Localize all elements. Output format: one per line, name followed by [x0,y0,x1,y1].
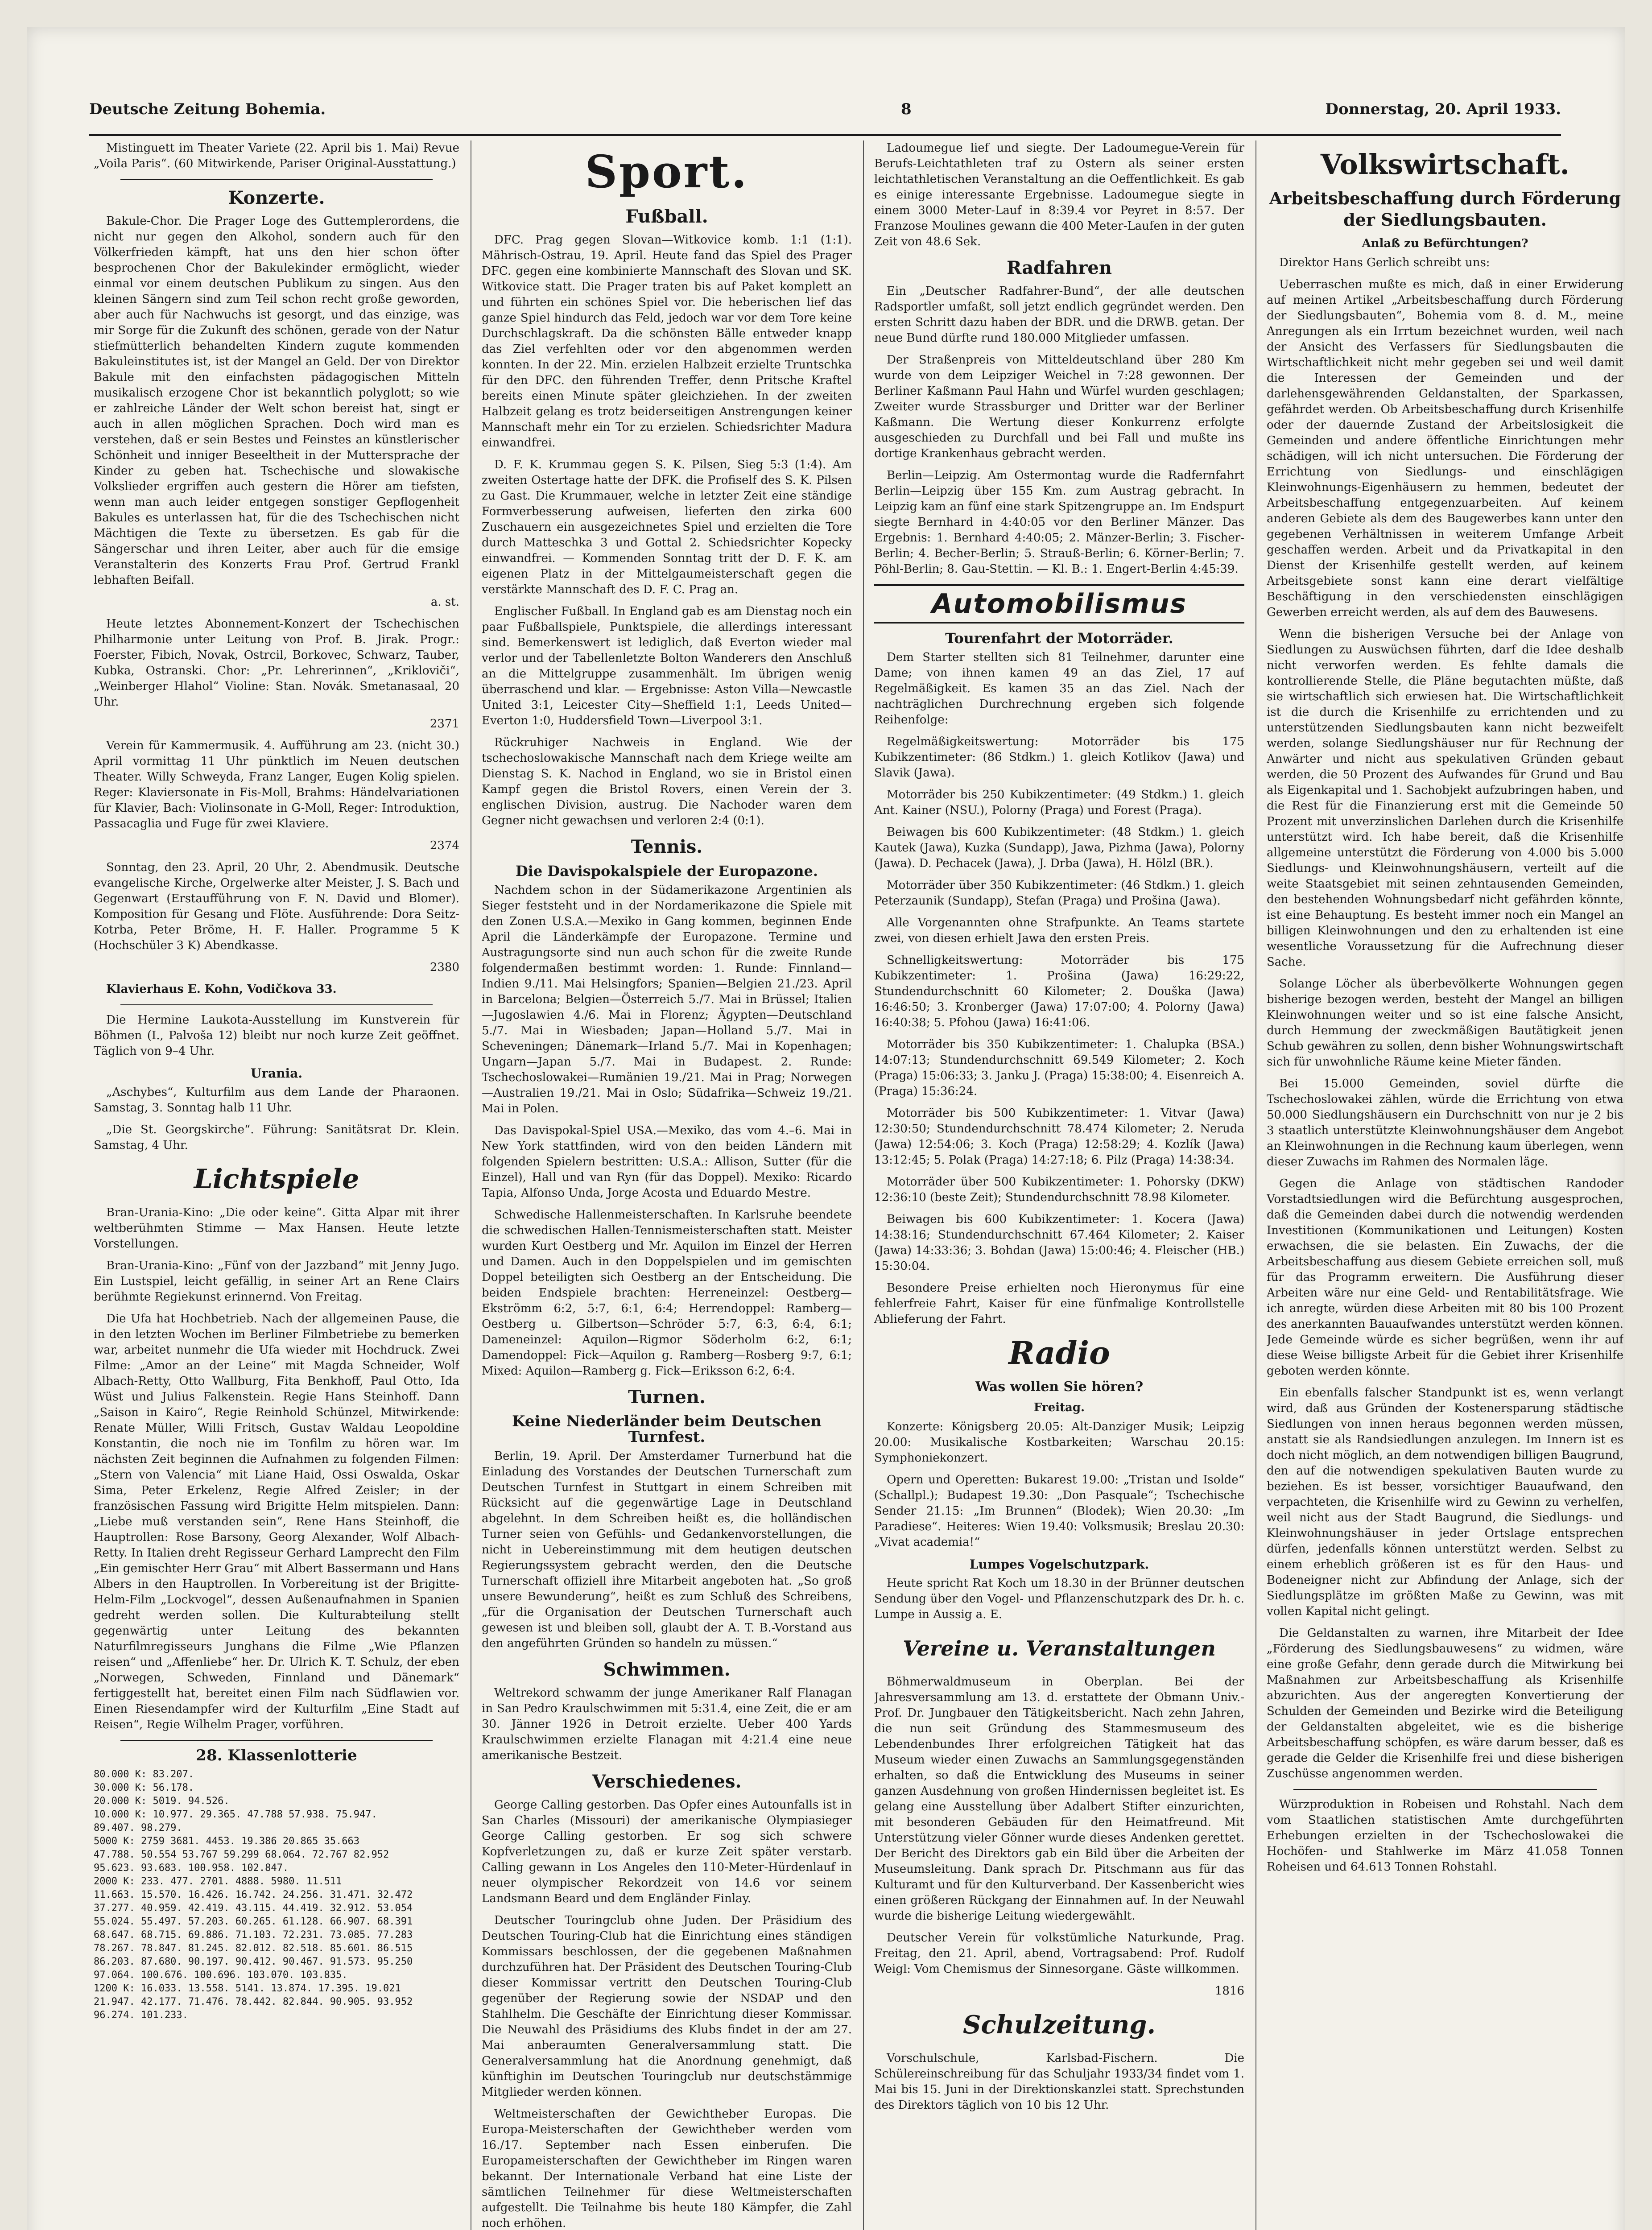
theater-notice: Mistinguett im Theater Variete (22. April bis 1. Mai) Revue „Voila Paris“. (60 Mitwirkende, Pariser Original-Ausstattung.) [94,141,459,170]
schwimmen-heading: Schwimmen. [603,1659,731,1680]
column-3 [874,140,1244,2230]
tennis-subheading: Die Davispokalspiele der Europazone. [516,863,818,880]
article-paragraph: Böhmerwaldmuseum in Oberplan. Bei der Jahresversammlung am 13. d. erstattete der Obmann Univ.-Prof. Dr. Jungbauer den Tätigkeitsbericht. Nach zehn Jahren, die nun seit Gründung des Stammesmuseum des Lebendenbundes Ihrer erfolgreichen Tätigkeit hat das Museum wieder einen Zuwachs an Sammlungsgegenständen erhalten, so daß die Entwicklung des Museums in seiner ganzen Ausdehnung von großen Hindernissen begleitet ist. Es gelang eine Ausstellung über Adalbert Stifter einzurichten, mit besonderen Gebäuden für den Heimatfreund. Mit Unterstützung vieler Gönner wurde dieses Andenken gerettet. Der Bericht des Direktors gab ein Bild über die Arbeiten der Museumsleitung. Dank sprach Dr. Pitschmann aus für das Kulturamt und für den Kulturverband. Der Kassenbericht wies einen größeren Rückgang der Einnahmen auf. In der Neuwahl wurde die bisherige Leitung wiedergewählt. [874,1675,1244,1923]
tourenfahrt-subheading: Tourenfahrt der Motorräder. [945,630,1173,647]
article-paragraph: Sonntag, den 23. April, 20 Uhr, 2. Abendmusik. Deutsche evangelische Kirche, Orgelwerke alter Meister, J. S. Bach und Gegenwart (Erstaufführung von F. N. David und Blomer). Komposition für Gesang und Flöte. Ausführende: Dora Seitz-Kotrba, Peter Bröme, H. F. Haller. Programme 5 K (Hochschüler 3 K) Abendkasse. [94,861,459,952]
article-paragraph: Berlin, 19. April. Der Amsterdamer Turnerbund hat die Einladung des Vorstandes der Deutschen Turnerschaft zum Deutschen Turnfest in Stuttgart in einem Schreiben mit Rücksicht auf die gegenwärtige Lage in Deutschland abgelehnt. In dem Schreiben heißt es, die holländischen Turner seien von Gefühls- und Gedankenvorstellungen, die nicht in Uebereinstimmung mit dem heutigen deutschen Regierungssystem gebracht werden, den die Deutsche Turnerschaft offiziell ihre Mitarbeit angeboten hat. „So groß unsere Bewunderung“, heißt es zum Schluß des Schreibens, „für die Organisation der Deutschen Turnerschaft auch gewesen ist und bleiben soll, glaubt der A. T. B.-Vorstand aus den angeführten Gründen so handeln zu müssen.“ [482,1450,852,1650]
article-paragraph: „Aschybes“, Kulturfilm aus dem Lande der Pharaonen. Samstag, 3. Sonntag halb 11 Uhr. [94,1086,459,1115]
article-paragraph: Die Hermine Laukota-Ausstellung im Kunstverein für Böhmen (I., Palvoša 12) bleibt nur noch kurze Zeit geöffnet. Täglich von 9–4 Uhr. [94,1013,459,1058]
radio-subheading: Was wollen Sie hören? [975,1379,1144,1395]
article-paragraph: Regelmäßigkeitswertung: Motorräder bis 175 Kubikzentimeter: (86 Stdkm.) 1. gleich Kotlikov (Jawa) und Slavik (Jawa). [874,735,1244,780]
article-paragraph: Weltmeisterschaften der Gewichtheber Europas. Die Europa-Meisterschaften der Gewichtheber werden vom 16./17. September nach Essen einberufen. Die Europameisterschaften der Gewichtheber im Ringen waren bekannt. Der Internationale Verband hat eine Liste der sämtlichen Teilnehmer für diese Weltmeisterschaften aufgestellt. Die Teilnahme bis heute 180 Kämpfer, die Zahl noch erhöhen. [482,2107,852,2230]
newspaper-name: Deutsche Zeitung Bohemia. [89,100,326,118]
article-paragraph: Konzerte: Königsberg 20.05: Alt-Danziger Musik; Leipzig 20.00: Musikalische Kostbarkeiten; Warschau 20.15: Symphoniekonzert. [874,1420,1244,1465]
article-paragraph: Die Geldanstalten zu warnen, ihre Mitarbeit der Idee „Förderung des Siedlungsbauwesens“ zu widmen, wäre eine große Gefahr, denn gerade durch die Mitwirkung bei Maßnahmen zur Arbeitsbeschaffung als Krisenhilfe abzurichten. Aus der angeregten Konvertierung der Schulden der Gemeinden und Bezirke wird die Beteiligung der Geldanstalten abgeleitet, wie es die bisherige Arbeitsbeschaffung schöpfen, es wäre darum besser, daß es gerade die Gelder die Krisenhilfe frei und diese bisherigen Zuschüsse angenommen werden. [1267,1627,1623,1780]
volkswirtschaft-heading: Volkswirtschaft. [1320,148,1570,181]
article-paragraph: Rückruhiger Nachweis in England. Wie der tschechoslowakische Mannschaft nach dem Kriege weilte am Dienstag S. K. Nachod in England, wo sie in Bristol einen Kampf gegen die Bristol Rovers, einen Verein der 3. englischen Division, austrug. Die Nachoder waren dem Gegner nicht gewachsen und verloren 2:4 (0:1). [482,736,852,827]
lottery-row: 68.647. 68.715. 69.886. 71.103. 72.231. 73.085. 77.283 [94,1929,413,1941]
header-rule [89,134,1561,136]
lottery-row: 55.024. 55.497. 57.203. 60.265. 61.128. 66.907. 68.391 [94,1916,413,1927]
article-paragraph: Motorräder über 350 Kubikzentimeter: (46 Stdkm.) 1. gleich Peterzaunik (Sundapp), Stefan (Praga) und Prošina (Jawa). [874,879,1244,908]
page-number: 8 [901,100,912,118]
lottery-row: 80.000 K: 83.207. [94,1769,194,1780]
section-rule [120,179,433,180]
column-1 [94,140,459,2230]
automobilismus-heading: Automobilismus [874,584,1244,624]
column-4 [1267,140,1623,2230]
lichtspiele-heading: Lichtspiele [194,1164,359,1195]
article-paragraph: Alle Vorgenannten ohne Strafpunkte. An Teams startete zwei, von diesen erhielt Jawa den ersten Preis. [874,916,1244,945]
article-paragraph: George Calling gestorben. Das Opfer eines Autounfalls ist in San Charles (Missouri) der amerikanische Olympiasieger George Calling gestorben. Er sog sich schwere Kopfverletzungen zu, daß er kurze Zeit später verstarb. Calling gewann in Los Angeles den 110-Meter-Hürdenlauf in neuer olympischer Rekordzeit von 14.6 vor seinem Landsmann Beard und dem Engländer Finlay. [482,1798,852,1905]
article-paragraph: Schwedische Hallenmeisterschaften. In Karlsruhe beendete die schwedischen Hallen-Tennismeisterschaften statt. Meister wurden Kurt Oestberg und Mr. Aquilon im Einzel der Herren und Damen. Auch in den Doppelspielen und im gemischten Doppel beteiligten sich Oestberg an der Entscheidung. Die beiden Endspiele brachten: Herreneinzel: Oestberg—Ekströmm 6:2, 5:7, 6:1, 6:4; Herrendoppel: Ramberg—Oestberg u. Gilbertson—Schröder 5:7, 6:3, 6:4, 6:1; Dameneinzel: Aquilon—Rigmor Söderholm 6:2, 6:1; Damendoppel: Fick—Aquilon g. Ramberg—Rosberg 9:7, 6:1; Mixed: Aquilon—Ramberg g. Fick—Eriksson 6:2, 6:4. [482,1208,852,1378]
article-paragraph: Ein ebenfalls falscher Standpunkt ist es, wenn verlangt wird, daß aus Gründen der Kostenersparung städtische Siedlungen von innen heraus begonnen werden müssen, anstatt sie als Randsiedlungen anzulegen. Im Innern ist es doch nicht möglich, an dem notwendigen billigen Baugrund, den auf die notwendigen spekulativen Bauten wurde zu beziehen. Es ist besser, vorsichtiger Bauaufwand, den verpachteten, die Krisenhilfe wird zu Gewinn zu verhelfen, weil nicht aus der Stadt Baugrund, die Siedlungs- und Kleinwohnungshäuser in jeder Ortslage entsprechen dürfen, jedenfalls können unterstützt werden. Selbst zu einem erheblich größeren ist es für den Haus- und Bodeneigner nicht zur Abfindung der Anlage, sich der Siedlungsplätze im größten Maße zu Gewinn, was mit vollen Kapital nicht gelingt. [1267,1386,1623,1618]
article-paragraph: Motorräder über 500 Kubikzentimeter: 1. Pohorsky (DKW) 12:36:10 (beste Zeit); Stundendurchschnitt 78.98 Kilometer. [874,1175,1244,1204]
tennis-heading: Tennis. [631,836,703,857]
section-rule [120,1740,433,1741]
lottery-row: 86.203. 87.680. 90.197. 90.412. 90.467. 91.573. 95.250 [94,1956,413,1967]
article-paragraph: „Die St. Georgskirche“. Führung: Sanitätsrat Dr. Klein. Samstag, 4 Uhr. [94,1123,459,1152]
lottery-row: 95.623. 93.683. 100.958. 102.847. [94,1862,289,1874]
article-paragraph: Die Ufa hat Hochbetrieb. Nach der allgemeinen Pause, die in den letzten Wochen im Berliner Filmbetriebe zu bemerken war, arbeitet nunmehr die Ufa wieder mit Hochdruck. Zwei Filme: „Amor an der Leine“ mit Magda Schneider, Wolf Albach-Retty, Otto Wallburg, Fita Benkhoff, Paul Otto, Ida Wüst und Julius Falkenstein. Regie Hans Steinhoff. Dann „Saison in Kairo“, Regie Reinhold Schünzel, Mitwirkende: Renate Müller, Willi Fritsch, Gustav Waldau Leopoldine Konstantin, die noch nie im Tonfilm zu hören war. Im nächsten Zeit beginnen die Aufnahmen zu folgenden Filmen: „Stern von Valencia“ mit Liane Haid, Ossi Oswalda, Oskar Sima, Peter Erkelenz, Regie Alfred Zeisler; in der französischen Fassung wird Brigitte Helm mitspielen. Dann: „Liebe muß verstanden sein“, Rene Hans Steinhoff, die Hauptrollen: Rose Barsony, Georg Alexander, Wolf Albach-Retty. In Italien dreht Regisseur Gerhard Lamprecht den Film „Ein gemischter Herr Grau“ mit Albert Bassermann und Hans Albers in den Hauptrollen. In Vorbereitung ist der Brigitte-Helm-Film „Lockvogel“, dessen Außenaufnahmen in Spanien gedreht werden sollen. Die Kulturabteilung stellt gegenwärtig unter Leitung des bekannten Naturfilmregisseurs Junghans die Filme „Wie Pflanzen reisen“ und „Affenliebe“ her. Dr. Ulrich K. T. Schulz, der eben „Norwegen, Schweden, Finnland und Dänemark“ fertiggestellt hat, bereitet einen Film nach Südflawien vor. Einen Riesendampfer wird der Kulturfilm „Eine Stadt auf Reisen“, Regie Wilhelm Prager, vorführen. [94,1312,459,1731]
article-paragraph: Opern und Operetten: Bukarest 19.00: „Tristan und Isolde“ (Schallpl.); Budapest 19.30: „Don Pasquale“; Tschechische Sender 21.15: „Im Brunnen“ (Blodek); Wien 20.30: „Im Paradiese“. Heiteres: Wien 19.40: Volksmusik; Breslau 20.30: „Vivat academia!“ [874,1473,1244,1549]
column-divider [863,140,864,2230]
lottery-heading: 28. Klassenlotterie [196,1747,357,1764]
article-paragraph: Nachdem schon in der Südamerikazone Argentinien als Sieger feststeht und in der Nordamerikazone die Spiele mit den Zonen U.S.A.—Mexiko in Gang kommen, beginnen Ende April die Länderkämpfe der Europazone. Termine und Austragungsorte sind nun auch schon für die zweite Runde folgendermaßen bestimmt worden: 1. Runde: Finnland—Indien 9./11. Mai Helsingfors; Spanien—Belgien 21./23. April in Barcelona; Belgien—Österreich 5./7. Mai in Brüssel; Italien—Jugoslawien 4./6. Mai in Florenz; Ägypten—Deutschland 5./7. Mai in Wiesbaden; Japan—Holland 5./7. Mai in Scheveningen; Dänemark—Irland 5./7. Mai in Kopenhagen; Ungarn—Japan 5./7. Mai in Budapest. 2. Runde: Tschechoslowakei—Rumänien 19./21. Mai in Prag; Norwegen—Australien 19./21. Mai in Oslo; Südafrika—Schweiz 19./21. Mai in Polen. [482,884,852,1115]
lottery-row: 96.274. 101.233. [94,2010,188,2021]
article-subheadline: Anlaß zu Befürchtungen? [1362,237,1528,250]
lottery-row: 78.267. 78.847. 81.245. 82.012. 82.518. 85.601. 86.515 [94,1943,413,1954]
article-paragraph: Schnelligkeitswertung: Motorräder bis 175 Kubikzentimeter: 1. Prošina (Jawa) 16:29:22, Stundendurchschnitt 60 Kilometer; 2. Douška (Jawa) 16:46:50; 3. Kronberger (Jawa) 17:07:00; 4. Polorny (Jawa) 16:40:38; 5. Pfohou (Jawa) 16:41:06. [874,954,1244,1029]
article-signature: a. st. [430,595,459,609]
article-byline: Direktor Hans Gerlich schreibt uns: [1279,256,1490,269]
article-paragraph: Deutscher Verein für volkstümliche Naturkunde, Prag. Freitag, den 21. April, abend, Vortragsabend: Prof. Rudolf Weigl: Vom Chemismus der Sinnesorgane. Gäste willkommen. [874,1931,1244,1976]
article-paragraph: Motorräder bis 350 Kubikzentimeter: 1. Chalupka (BSA.) 14:07:13; Stundendurchschnitt 69.549 Kilometer; 2. Koch (Praga) 15:06:33; 3. Janku J. (Praga) 15:38:00; 4. Eisenreich A. (Praga) 15:36:24. [874,1038,1244,1098]
article-paragraph: Beiwagen bis 600 Kubikzentimeter: 1. Kocera (Jawa) 14:38:16; Stundendurchschnitt 67.464 Kilometer; 2. Kaiser (Jawa) 14:33:36; 3. Bohdan (Jawa) 15:00:46; 4. Fleischer (HB.) 15:30:04. [874,1213,1244,1273]
article-paragraph: Vorschulschule, Karlsbad-Fischern. Die Schülereinschreibung für das Schuljahr 1933/34 findet vom 1. Mai bis 15. Juni in der Direktionskanzlei statt. Sprechstunden des Direktors täglich von 10 bis 12 Uhr. [874,2052,1244,2112]
issue-date: Donnerstag, 20. April 1933. [1325,100,1561,118]
konzerte-heading: Konzerte. [228,187,325,208]
article-paragraph: Ein „Deutscher Radfahrer-Bund“, der alle deutschen Radsportler umfaßt, soll jetzt endlich gegründet werden. Den ersten Schritt dazu haben der BDR. und die DRWB. getan. Der neue Bund dürfte rund 180.000 Mitglieder umfassen. [874,285,1244,345]
ad-number: 2371 [430,717,459,731]
article-paragraph: Ueberraschen mußte es mich, daß in einer Erwiderung auf meinen Artikel „Arbeitsbeschaffung durch Förderung der Siedlungsbauten“, Bohemia vom 8. d. M., meine Anregungen als ein Irrtum bezeichnet wurden, weil nach der Ansicht des Verfassers für Siedlungsbauten die Wirtschaftlichkeit nicht mehr gegeben sei und weil damit die Interessen der Gemeinden und der darlehensgewährenden Geldanstalten, der Sparkassen, gefährdet werden. Ob Arbeitsbeschaffung durch Krisenhilfe oder der dauernde Zustand der Arbeitslosigkeit die Gemeinden und andere öffentliche Einrichtungen mehr schädigen, will ich nicht untersuchen. Die Förderung der Errichtung von Siedlungs- und einschlägigen Kleinwohnungs-Eigenhäusern zu hemmen, bedeutet der Arbeitsbeschaffung entgegenzuarbeiten. Auf keinem anderen Gebiete als dem des Baugewerbes kann unter den gegebenen Verhältnissen in weiterem Umfange Arbeit geschaffen werden. Arbeit und da Privatkapital in den Dienst der Krisenhilfe gestellt werden, auf keinem Arbeitsgebiete sonst kann eine derart vielfältige Beschäftigung in den verschiedensten einschlägigen Gewerben erreicht werden, als auf dem des Bauwesens. [1267,278,1623,619]
article-paragraph: Das Davispokal-Spiel USA.—Mexiko, das vom 4.–6. Mai in New York stattfinden, wird von den beiden Ländern mit folgenden Spielern bestritten: U.S.A.: Allison, Sutter (für die Einzel), Hall und van Ryn (für das Doppel). Mexiko: Ricardo Tapia, Alfonso Unda, Jorge Acosta und Eduardo Mestre. [482,1124,852,1200]
article-paragraph: Verein für Kammermusik. 4. Aufführung am 23. (nicht 30.) April vormittag 11 Uhr pünktlich im Neuen deutschen Theater. Willy Schweyda, Franz Langer, Eugen Kolig spielen. Reger: Klaviersonate in Fis-Moll, Brahms: Händelvariationen für Klavier, Bach: Violinsonate in G-Moll, Reger: Introduktion, Passacaglia und Fuge für zwei Klaviere. [94,739,459,830]
lottery-row: 89.407. 98.279. [94,1822,182,1834]
turnen-subheading: Keine Niederländer beim Deutschen Turnfest. [512,1412,822,1446]
lottery-row: 1200 K: 16.033. 13.558. 5141. 13.874. 17.395. 19.021 [94,1983,401,1994]
ad-number: 2380 [430,961,459,974]
lottery-row: 2000 K: 233. 477. 2701. 4888. 5980. 11.511 [94,1876,342,1887]
article-paragraph: Deutscher Touringclub ohne Juden. Der Präsidium des Deutschen Touring-Club hat die Einrichtung eines ständigen Kommissars beschlossen, der die gegebenen Maßnahmen durchzuführen hat. Der Präsident des Deutschen Touring-Club dieser Kommissar vertritt den Deutschen Touring-Club gegenüber der Regierung sowie der NSDAP und den Stahlhelm. Die Geschäfte der Einrichtung dieser Kommissar. Die Neuwahl des Präsidiums des Klubs findet in der am 27. Mai anberaumten Generalversammlung statt. Die Generalversammlung hat die Anordnung genehmigt, daß künftighin im Deutschen Touringclub nur deutschstämmige Mitglieder werden können. [482,1914,852,2099]
section-rule [1293,1789,1597,1790]
article-paragraph: Bran-Urania-Kino: „Die oder keine“. Gitta Alpar mit ihrer weltberühmten Stimme — Max Hansen. Heute letzte Vorstellungen. [94,1206,459,1251]
radio-heading: Radio [1008,1334,1110,1371]
article-paragraph: Bei 15.000 Gemeinden, soviel dürfte die Tschechoslowakei zählen, würde die Errichtung von etwa 50.000 Siedlungshäusern ein Durchschnitt von nur je 2 bis 3 staatlich unterstützte Kleinwohnungshäuser dem Angebot an Kleinwohnungen in die Rechnung kaum überlegen, wenn dieser Zuwachs im Rahmen des Normalen läge. [1267,1077,1623,1169]
article-paragraph: Besondere Preise erhielten noch Hieronymus für eine fehlerfreie Fahrt, Kaiser für eine fünfmalige Kontrollstelle Ablieferung der Fahrt. [874,1281,1244,1326]
section-rule [120,1004,433,1005]
article-paragraph: Bakule-Chor. Die Prager Loge des Guttemplerordens, die nicht nur gegen den Alkohol, sondern auch für den Völkerfrieden kämpft, hat uns den hier schon öfter besprochenen Chor der Bakulekinder ermöglicht, wieder einmal vor einem deutschen Publikum zu singen. Aus den kleinen Sängern sind zum Teil schon recht große geworden, aber auch für Nachwuchs ist gesorgt, und das einzige, was mir Sorge für die Zukunft des schönen, gerade von der Natur stiefmütterlich behandelten Kindern zugute kommenden Bakuleinstitutes ist, ist der Mangel an Geld. Der von Direktor Bakule mit den einfachsten pädagogischen Mitteln musikalisch erzogene Chor ist bekanntlich polyglott; so wie er zahlreiche Länder der Welt schon bereist hat, singt er auch in allen möglichen Sprachen. Doch wird man es verstehen, daß er sein Bestes und Feinstes an künstlerischer Schönheit und inniger Beseeltheit in der Muttersprache der Kinder zu geben hat. Tschechische und slowakische Volkslieder ergriffen auch gestern die Hörer am tiefsten, wenn man auch leider entgegen sonstiger Gepflogenheit Bakules es unterlassen hat, für die des Tschechischen nicht Mächtigen die Texte zu übersetzen. Es gab für die Sängerschar und ihren Leiter, aber auch für die emsige Veranstalterin des Konzerts Frau Prof. Gertrud Frankl lebhaften Beifall. [94,215,459,587]
lottery-row: 21.947. 42.177. 71.476. 78.442. 82.844. 90.905. 93.952 [94,1996,413,2007]
article-paragraph: Heute spricht Rat Koch um 18.30 in der Brünner deutschen Sendung über den Vogel- und Pflanzenschutzpark des Dr. h. c. Lumpe in Aussig a. E. [874,1577,1244,1621]
article-paragraph: Wenn die bisherigen Versuche bei der Anlage von Siedlungen zu Auswüchsen führten, darf die Idee deshalb nicht verworfen werden. Es fehlte damals die kontrollierende Stelle, die Pläne begutachten müßte, daß sie wirtschaftlich sich erwiesen hat. Die Wirtschaftlichkeit ist die durch die Krisenhilfe zu errichtenden und zu unterstützenden Siedlungsbauten kann nicht bezweifelt werden, solange Siedlungshäuser nur für Rechnung der Anwärter und nicht aus spekulativen Gründen gebaut werden, die 50 Prozent des Aufwandes für Grund und Bau als Eigenkapital und 1. Sachobjekt aufzubringen haben, und die Rest für die Finanzierung erst mit die Gemeinde 50 Prozent mit unverzinslichen Darlehen durch die Krisenhilfe unterstützt wird. Ich habe bereit, daß die Krisenhilfe allgemeine unterstützt die Förderung von 4.000 bis 5.000 Siedlungs- und Kleinwohnungshäusern, verteilt auf die weite Staatsgebiet mit seinen zehntausenden Gemeinden, den bestehenden Wohnungsbedarf nicht gefährden könnte, ist eine Behauptung. Es besteht immer noch ein Mangel an billigen Kleinwohnungen und den zu erhaltenden ist eine wesentliche Voraussetzung für die Aufrechnung dieser Sache. [1267,628,1623,969]
turnen-heading: Turnen. [628,1387,706,1408]
verschiedenes-heading: Verschiedenes. [592,1771,742,1792]
lottery-row: 5000 K: 2759 3681. 4453. 19.386 20.865 35.663 [94,1836,360,1847]
article-paragraph: DFC. Prag gegen Slovan—Witkovice komb. 1:1 (1:1). Mährisch-Ostrau, 19. April. Heute fand das Spiel des Prager DFC. gegen eine kombinierte Mannschaft des Slovan und SK. Witkovice statt. Die Prager traten bis auf Paket komplett an und führten ein schönes Spiel vor. Die heberischen lief das ganze Spiel hindurch das Feld, jedoch war vor dem Tore keine Durchschlagskraft. Da die schönsten Bälle entweder knapp das Ziel verfehlten oder vor den abgenommen werden konnten. In der 22. Min. erzielen Halbzeit erzielte Truntschka für den DFC. den führenden Treffer, denn Pritsche Kraftel bereits einen Minute später gleichziehen. In der zweiten Halbzeit gelang es trotz beiderseitigen Anstrengungen keiner Mannschaft mehr ein Tor zu erzielen. Schiedsrichter Madura einwandfrei. [482,233,852,450]
article-paragraph: Beiwagen bis 600 Kubikzentimeter: (48 Stdkm.) 1. gleich Kautek (Jawa), Kuzka (Sundapp), Jawa, Pizhma (Jawa), Polorny (Jawa). D. Pechacek (Jawa), J. Drba (Jawa), H. Hölzl (BR.). [874,826,1244,870]
column-2 [482,140,852,2230]
lottery-row: 37.277. 40.959. 42.419. 43.115. 44.419. 32.912. 53.054 [94,1903,413,1914]
article-paragraph: D. F. K. Krummau gegen S. K. Pilsen, Sieg 5:3 (1:4). Am zweiten Ostertage hatte der DFK. die Profiself des S. K. Pilsen zu Gast. Die Krummauer, welche in letzter Zeit eine ständige Formverbesserung aufweisen, lieferten den zirka 600 Zuschauern ein ausgezeichnetes Spiel und erzielten die Tore durch Matteschka 3 und Gottal 2. Schiedsrichter Kopecky einwandfrei. — Kommenden Sonntag tritt der D. F. K. am eigenen Platz in der Mittelgaumeisterschaft gegen die verstärkte Mannschaft des D. F. C. Prag an. [482,458,852,596]
ad-number: 1816 [1214,1984,1244,1998]
urania-heading: Urania. [250,1066,303,1081]
sport-heading: Sport. [585,145,749,198]
lottery-row: 30.000 K: 56.178. [94,1782,194,1793]
schulzeitung-heading: Schulzeitung. [963,2010,1156,2040]
article-paragraph: Gegen die Anlage von städtischen Randoder Vorstadtsiedlungen wird die Befürchtung ausgesprochen, daß die Gemeinden dabei durch die notwendig werdenden Investitionen (Kommunikationen und Leitungen) Kosten erwachsen, die sie belasten. Ein Zuwachs, der die Arbeitsbeschaffung aus diesem Gebiete erreichen soll, muß für das Programm erweitern. Die Ausführung dieser Arbeiten wäre nur eine Geld- und Rentabilitätsfrage. Wie ich anregte, würden diese Arbeiten mit 80 bis 100 Prozent des anerkannten Bauaufwandes unterstützt werden können. Jede Gemeinde würde es sicher begrüßen, wenn ihr auf diese Weise billigste Arbeit für die Gebiet ihrer Krisenhilfe geboten werden könnte. [1267,1177,1623,1378]
article-paragraph: Würzproduktion in Robeisen und Rohstahl. Nach dem vom Staatlichen statistischen Amte durchgeführten Erhebungen erzielten in der Tschechoslowakei die Hochöfen- und Stahlwerke im März 41.058 Tonnen Roheisen und 64.613 Tonnen Rohstahl. [1267,1798,1623,1874]
article-paragraph: Motorräder bis 500 Kubikzentimeter: 1. Vitvar (Jawa) 12:30:50; Stundendurchschnitt 78.474 Kilometer; 2. Neruda (Jawa) 12:54:06; 3. Koch (Praga) 12:58:29; 4. Kozlík (Jawa) 13:12:45; 5. Polak (Praga) 14:27:18; 6. Pilz (Praga) 14:38:34. [874,1107,1244,1167]
lottery-row: 47.788. 50.554 53.767 59.299 68.064. 72.767 82.952 [94,1849,389,1860]
article-paragraph: Weltrekord schwamm der junge Amerikaner Ralf Flanagan in San Pedro Kraulschwimmen mit 5:31.4, eine Zeit, die er am 30. Jänner 1926 in Detroit erzielte. Ueber 400 Yards Kraulschwimmen erzielte Flanagan mit 4:21.4 eine neue amerikanische Bestzeit. [482,1686,852,1762]
article-paragraph: Heute letztes Abonnement-Konzert der Tschechischen Philharmonie unter Leitung von Prof. B. Jirak. Progr.: Foerster, Fibich, Novak, Ostrcil, Borkovec, Schwarz, Tauber, Kubka, Ostranski. Chor: „Pr. Lehrerinnen“, „Krikloviči“, „Weinberger Hlahol“ Violine: Stan. Novák. Smetanasaal, 20 Uhr. [94,617,459,709]
lottery-results [94,1768,459,2022]
article-paragraph: Solange Löcher als überbevölkerte Wohnungen gegen bisherige bezogen werden, besteht der Mangel an billigen Kleinwohnungen weiter und so ist eine falsche Ansicht, durch Hemmung der zweckmäßigen Bautätigkeit jenen Schub gewähren zu sollen, denn bisher Wohnungswirtschaft sich für unwohnliche Räume keine Mieter fänden. [1267,977,1623,1069]
lottery-row: 20.000 K: 5019. 94.526. [94,1796,230,1807]
radio-day: Freitag. [1033,1401,1085,1414]
vereine-heading: Vereine u. Veranstaltungen [903,1636,1216,1660]
fussball-heading: Fußball. [625,206,708,227]
article-paragraph: Berlin—Leipzig. Am Ostermontag wurde die Radfernfahrt Berlin—Leipzig über 155 Km. zum Austrag gebracht. In Leipzig kam an fünf eine stark Spitzengruppe an. Im Endspurt siegte Bernhard in 4:40:05 vor den Berliner Mänzer. Das Ergebnis: 1. Bernhard 4:40:05; 2. Mänzer-Berlin; 3. Fischer-Berlin; 4. Becher-Berlin; 5. Strauß-Berlin; 6. Körner-Berlin; 7. Pöhl-Berlin; 8. Gau-Stettin. — Kl. B.: 1. Engert-Berlin 4:45:39. [874,469,1244,576]
article-paragraph: Bran-Urania-Kino: „Fünf von der Jazzband“ mit Jenny Jugo. Ein Lustspiel, leicht gefällig, in seiner Art an Rene Clairs berühmte Regiekunst erinnernd. Von Freitag. [94,1259,459,1304]
article-paragraph: Dem Starter stellten sich 81 Teilnehmer, darunter eine Dame; von ihnen kamen 49 an das Ziel, 17 auf Regelmäßigkeit. Es kamen 35 an das Ziel. Nach der nachträglichen Durchrechnung ergeben sich folgende Reihenfolge: [874,651,1244,727]
article-paragraph: Englischer Fußball. In England gab es am Dienstag noch ein paar Fußballspiele, Punktspiele, die allerdings interessant sind. Bemerkenswert ist lediglich, daß Everton wieder mal verlor und der Tabellenletzte Bolton Wanderers den Anschluß an die Mittelgruppe zusammenhält. Im übrigen wenig überraschend und klar. — Ergebnisse: Aston Villa—Newcastle United 3:1, Leicester City—Sheffield 1:1, Leeds United—Everton 1:0, Huddersfield Town—Liverpool 3:1. [482,605,852,727]
ad-number: 2374 [430,839,459,852]
lottery-row: 11.663. 15.570. 16.426. 16.742. 24.256. 31.471. 32.472 [94,1889,413,1900]
article-paragraph: Ladoumegue lief und siegte. Der Ladoumegue-Verein für Berufs-Leichtathleten traf zu Ostern als seiner ersten leichtathletischen Veranstaltung an die Oeffentlichkeit. Es gab es einige interessante Ergebnisse. Ladoumegue siegte in einem 3000 Meter-Lauf in 8:39.4 vor Peyret in 8:57. Der Franzose Moulines gewann die 400 Meter-Laufen in der guten Zeit von 48.6 Sek. [874,141,1244,248]
lottery-row: 10.000 K: 10.977. 29.365. 47.788 57.938. 75.947. [94,1809,377,1820]
article-paragraph: Der Straßenpreis von Mitteldeutschland über 280 Km wurde von dem Leipziger Weichel in 7:28 gewonnen. Der Berliner Kaßmann Paul Hahn und Würfel wurden geschlagen; Zweiter wurde Strassburger und Dritter war der Berliner Kaßmann. Die Wertung dieser Konkurrenz erfolgte ausgeschieden zu Durchfall und bei Fall und mußte ins dortige Krankenhaus gebracht werden. [874,353,1244,460]
article-headline: Arbeitsbeschaffung durch Förderung der Siedlungsbauten. [1269,188,1621,230]
radfahren-heading: Radfahren [1007,257,1112,278]
article-paragraph: Motorräder bis 250 Kubikzentimeter: (49 Stdkm.) 1. gleich Ant. Kainer (NSU.), Polorny (Praga) und Forest (Praga). [874,788,1244,817]
running-head [89,100,1561,127]
lottery-row: 97.064. 100.676. 100.696. 103.070. 103.835. [94,1970,348,1981]
lumpe-heading: Lumpes Vogelschutzpark. [969,1557,1149,1572]
klavierhaus-notice: Klavierhaus E. Kohn, Vodičkova 33. [106,983,337,996]
